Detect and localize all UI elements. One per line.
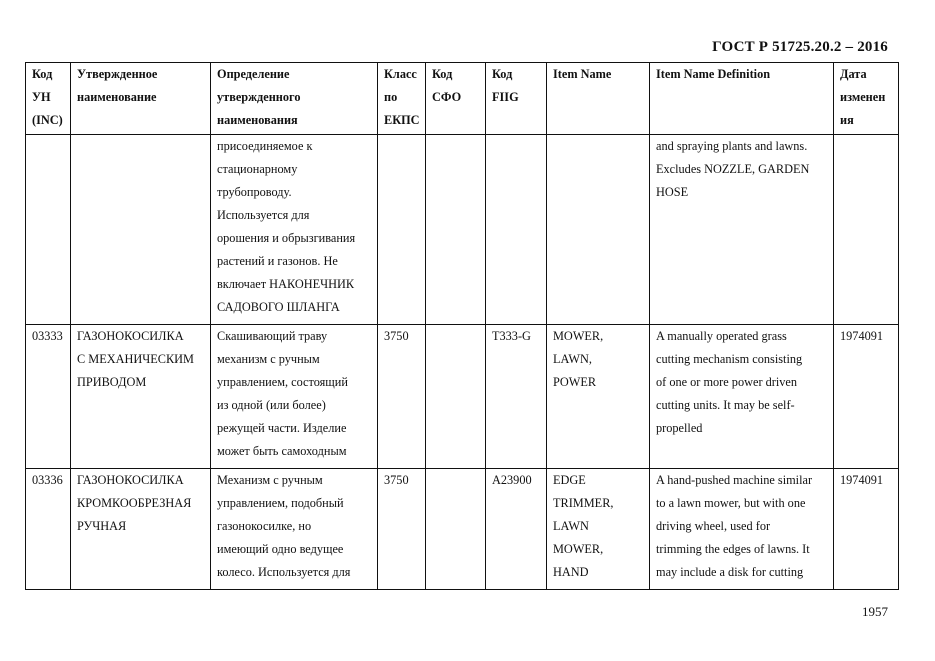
- fiig-code-cell: [486, 325, 547, 469]
- page-number: 1957: [862, 604, 888, 619]
- cell-text-line: HOSE: [656, 185, 689, 199]
- cell-text-line: HAND: [553, 565, 589, 579]
- cell-text-line: колесо. Используется для: [217, 565, 351, 579]
- cell-text-line: may include a disk for cutting: [656, 565, 804, 579]
- header-line: Дата: [840, 67, 867, 81]
- table-row: [26, 469, 899, 590]
- table-row: [26, 325, 899, 469]
- cell-text-line: A manually operated grass: [656, 329, 787, 343]
- cell-text-line: Excludes NOZZLE, GARDEN: [656, 162, 810, 176]
- cell-text-line: 1974091: [840, 329, 884, 343]
- cell-text-line: A23900: [492, 473, 532, 487]
- definition-cell: [211, 135, 378, 325]
- cell-text-line: TRIMMER,: [553, 496, 614, 510]
- cell-text-line: LAWN,: [553, 352, 592, 366]
- definition-cell: [211, 469, 378, 590]
- change-date-cell: [834, 325, 899, 469]
- cell-text-line: trimming the edges of lawns. It: [656, 542, 810, 556]
- cell-text-line: стационарному: [217, 162, 298, 176]
- table-header-row: [26, 63, 899, 135]
- cell-text-line: LAWN: [553, 519, 589, 533]
- cell-text-line: С МЕХАНИЧЕСКИМ: [77, 352, 194, 366]
- cell-text-line: cutting mechanism consisting: [656, 352, 803, 366]
- sfo-code-cell: [426, 325, 486, 469]
- definition-cell: [211, 325, 378, 469]
- header-line: по: [384, 90, 398, 104]
- cell-text-line: 03336: [32, 473, 63, 487]
- cell-text-line: растений и газонов. Не: [217, 254, 338, 268]
- cell-text-line: ПРИВОДОМ: [77, 375, 147, 389]
- inc-cell: [26, 135, 71, 325]
- cell-text-line: трубопроводу.: [217, 185, 292, 199]
- cell-text-line: MOWER,: [553, 329, 604, 343]
- col-header-ekps-class: [378, 63, 426, 135]
- header-line: Item Name: [553, 67, 612, 81]
- header-line: Код: [32, 67, 53, 81]
- sfo-code-cell: [426, 469, 486, 590]
- cell-text-line: 3750: [384, 329, 409, 343]
- ekps-class-cell: [378, 135, 426, 325]
- inc-cell: [26, 469, 71, 590]
- cell-text-line: орошения и обрызгивания: [217, 231, 356, 245]
- item-name-definition-cell: [650, 325, 834, 469]
- cell-text-line: to a lawn mower, but with one: [656, 496, 806, 510]
- table-body: [26, 135, 899, 590]
- cell-text-line: ГАЗОНОКОСИЛКА: [77, 473, 184, 487]
- standard-designation: ГОСТ Р 51725.20.2 – 2016: [712, 39, 888, 55]
- header-line: Код: [492, 67, 513, 81]
- ekps-class-cell: [378, 325, 426, 469]
- cell-text-line: управлением, подобный: [217, 496, 344, 510]
- change-date-cell: [834, 469, 899, 590]
- cell-text-line: EDGE: [553, 473, 586, 487]
- cell-text-line: имеющий одно ведущее: [217, 542, 344, 556]
- ekps-class-cell: [378, 469, 426, 590]
- col-header-approved-name: [71, 63, 211, 135]
- cell-text-line: присоединяемое к: [217, 139, 313, 153]
- fiig-code-cell: [486, 135, 547, 325]
- col-header-sfo-code: [426, 63, 486, 135]
- header-line: Item Name Definition: [656, 67, 771, 81]
- cell-text-line: POWER: [553, 375, 597, 389]
- item-name-cell: [547, 135, 650, 325]
- cell-text-line: driving wheel, used for: [656, 519, 771, 533]
- fiig-code-cell: [486, 469, 547, 590]
- header-line: утвержденного: [217, 90, 301, 104]
- header-line: наименования: [217, 113, 298, 127]
- header-line: СФО: [432, 90, 462, 104]
- approved-name-cell: [71, 135, 211, 325]
- cell-text-line: and spraying plants and lawns.: [656, 139, 808, 153]
- col-header-fiig-code: [486, 63, 547, 135]
- change-date-cell: [834, 135, 899, 325]
- cell-text-line: MOWER,: [553, 542, 604, 556]
- col-header-inc: [26, 63, 71, 135]
- cell-text-line: включает НАКОНЕЧНИК: [217, 277, 355, 291]
- item-name-cell: [547, 469, 650, 590]
- header-line: Определение: [217, 67, 290, 81]
- cell-text-line: управлением, состоящий: [217, 375, 348, 389]
- header-line: наименование: [77, 90, 157, 104]
- cell-text-line: 1974091: [840, 473, 884, 487]
- cell-text-line: Механизм с ручным: [217, 473, 323, 487]
- header-line: Код: [432, 67, 453, 81]
- cell-text-line: propelled: [656, 421, 703, 435]
- catalog-table: [25, 62, 899, 590]
- cell-text-line: из одной (или более): [217, 398, 326, 412]
- col-header-item-name-definition: [650, 63, 834, 135]
- cell-text-line: КРОМКООБРЕЗНАЯ: [77, 496, 192, 510]
- col-header-definition: [211, 63, 378, 135]
- cell-text-line: САДОВОГО ШЛАНГА: [217, 300, 340, 314]
- header-line: Утвержденное: [77, 67, 158, 81]
- cell-text-line: cutting units. It may be self-: [656, 398, 795, 412]
- table-row: [26, 135, 899, 325]
- item-name-definition-cell: [650, 469, 834, 590]
- col-header-item-name: [547, 63, 650, 135]
- cell-text-line: режущей части. Изделие: [217, 421, 347, 435]
- approved-name-cell: [71, 469, 211, 590]
- header-line: ия: [840, 113, 854, 127]
- cell-text-line: Скашивающий траву: [217, 329, 328, 343]
- cell-text-line: механизм с ручным: [217, 352, 320, 366]
- approved-name-cell: [71, 325, 211, 469]
- header-line: Класс: [384, 67, 417, 81]
- cell-text-line: газонокосилке, но: [217, 519, 312, 533]
- header-line: УН: [32, 90, 51, 104]
- cell-text-line: T333-G: [492, 329, 531, 343]
- col-header-change-date: [834, 63, 899, 135]
- cell-text-line: 03333: [32, 329, 63, 343]
- header-line: ЕКПС: [384, 113, 420, 127]
- header-line: FIIG: [492, 90, 519, 104]
- cell-text-line: of one or more power driven: [656, 375, 798, 389]
- item-name-definition-cell: [650, 135, 834, 325]
- cell-text-line: A hand-pushed machine similar: [656, 473, 813, 487]
- cell-text-line: ГАЗОНОКОСИЛКА: [77, 329, 184, 343]
- inc-cell: [26, 325, 71, 469]
- cell-text-line: РУЧНАЯ: [77, 519, 127, 533]
- item-name-cell: [547, 325, 650, 469]
- cell-text-line: 3750: [384, 473, 409, 487]
- cell-text-line: Используется для: [217, 208, 310, 222]
- cell-text-line: может быть самоходным: [217, 444, 347, 458]
- header-line: (INC): [32, 113, 63, 127]
- header-line: изменен: [840, 90, 886, 104]
- sfo-code-cell: [426, 135, 486, 325]
